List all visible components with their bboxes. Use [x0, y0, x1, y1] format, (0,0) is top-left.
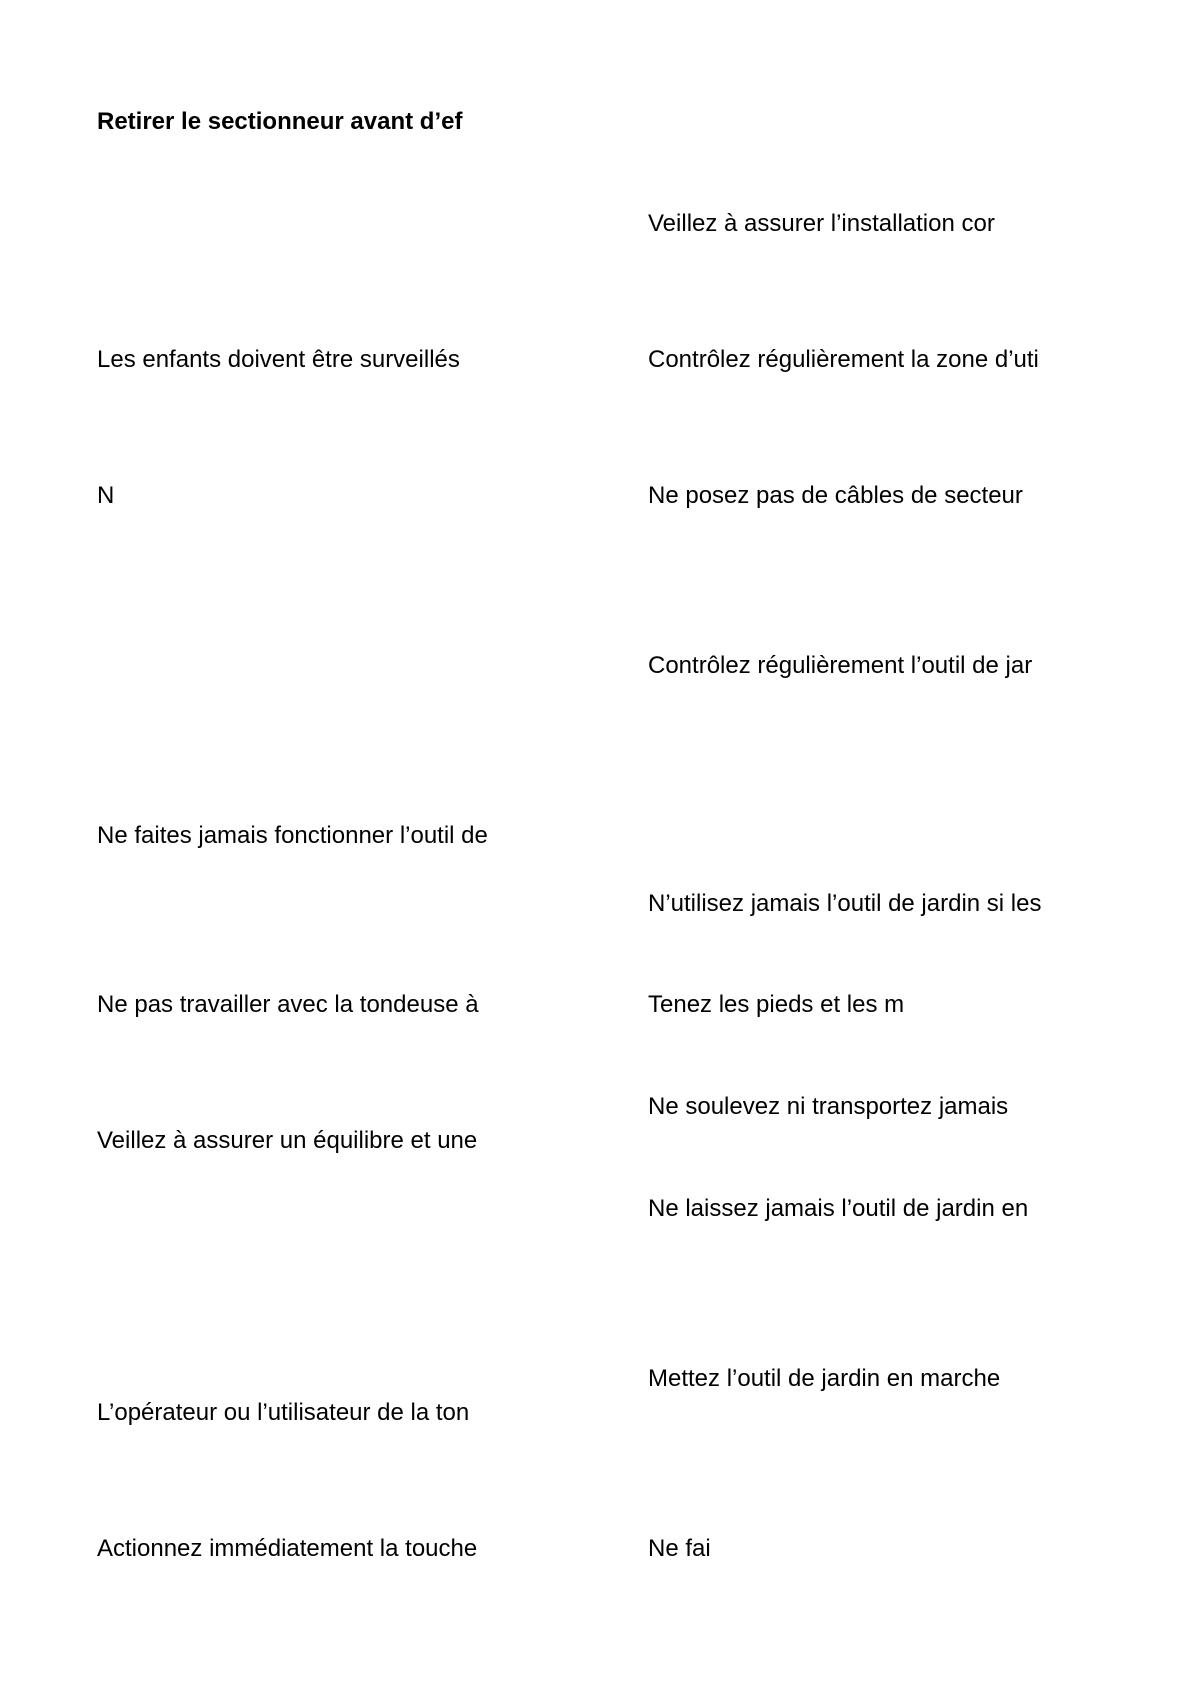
left-text-line-3: Ne faites jamais fonctionner l’outil de — [97, 822, 488, 849]
left-text-line-7: Actionnez immédiatement la touche — [97, 1535, 478, 1562]
left-text-line-4: Ne pas travailler avec la tondeuse à — [97, 991, 479, 1018]
left-text-line-1: Les enfants doivent être surveillés — [97, 346, 460, 373]
left-text-line-6: L’opérateur ou l’utilisateur de la ton — [97, 1399, 470, 1426]
right-text-line-9: Mettez l’outil de jardin en marche — [648, 1365, 1001, 1392]
right-text-line-8: Ne laissez jamais l’outil de jardin en — [648, 1195, 1029, 1222]
right-text-line-5: N’utilisez jamais l’outil de jardin si les — [648, 890, 1042, 917]
right-text-line-4: Contrôlez régulièrement l’outil de jar — [648, 652, 1033, 679]
left-text-line-5: Veillez à assurer un équilibre et une — [97, 1127, 478, 1154]
left-text-line-2: N — [97, 482, 115, 509]
right-text-line-10: Ne fai — [648, 1535, 711, 1562]
right-text-line-2: Contrôlez régulièrement la zone d’uti — [648, 346, 1039, 373]
page-heading: Retirer le sectionneur avant d’ef — [97, 108, 463, 135]
right-text-line-6: Tenez les pieds et les m — [648, 991, 905, 1018]
right-text-line-7: Ne soulevez ni transportez jamais — [648, 1093, 1009, 1120]
right-text-line-3: Ne posez pas de câbles de secteur — [648, 482, 1023, 509]
right-text-line-1: Veillez à assurer l’installation cor — [648, 210, 995, 237]
